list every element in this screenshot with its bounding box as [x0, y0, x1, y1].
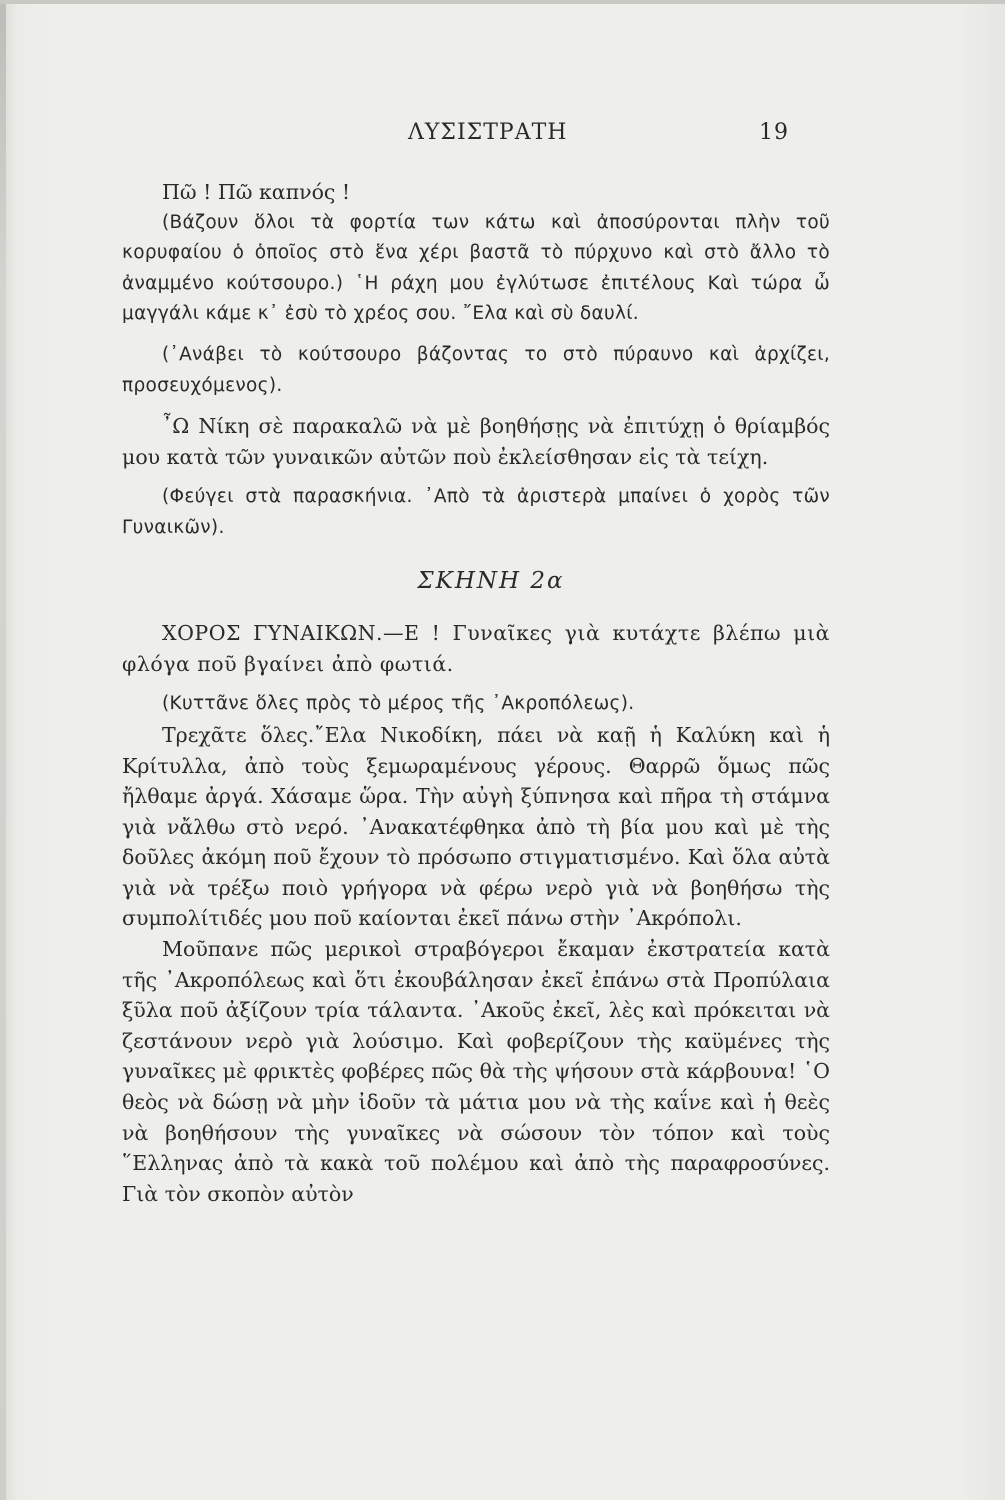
page-body	[122, 177, 830, 1209]
page-number: 19	[759, 120, 789, 145]
stage-direction: (Φεύγει στὰ παρασκήνια. ᾽Απὸ τὰ ἀριστερὰ μπαίνει ὁ χορὸς τῶν Γυναικῶν).	[122, 486, 830, 538]
stage-direction: (Βάζουν ὅλοι τὰ φορτία των κάτω καὶ ἀποσύρονται πλὴν τοῦ κορυφαίου ὁ ὁποῖος στὸ ἕνα χέρι βαστᾶ τὸ πύρχυνο καὶ στὸ ἄλλο τὸ ἀναμμένο κούτσουρο.) ῾Η ράχη μου ἐγλύτωσε ἐπιτέλους Καὶ τώρα ὦ μαγγάλι κάμε κ᾽ ἐσὺ τὸ χρέος σου. ῎Ελα καὶ σὺ δαυλί.	[122, 211, 830, 325]
running-header	[0, 120, 1005, 154]
paragraph: Τρεχᾶτε ὅλες.῎Ελα Νικοδίκη, πάει νὰ καῇ ἡ Καλύκη καὶ ἡ Κρίτυλλα, ἀπὸ τοὺς ξεμωραμένους γέρους. Θαρρῶ ὅμως πῶς ἤλθαμε ἀργά. Χάσαμε ὥρα. Τὴν αὐγὴ ξύπνησα καὶ πῆρα τὴ στάμνα γιὰ νἄλθω στὸ νερό. ᾽Ανακατέφθηκα ἀπὸ τὴ βία μου καὶ μὲ τὴς δοῦλες ἀκόμη ποῦ ἔχουν τὸ πρόσωπο στιγματισμένο. Καὶ ὅλα αὐτὰ γιὰ νὰ τρέξω ποιὸ γρήγορα νὰ φέρω νερὸ γιὰ νὰ βοηθήσω τὴς συμπολίτιδές μου ποῦ καίονται ἐκεῖ πάνω στὴν ᾽Ακρόπολι.	[122, 722, 830, 931]
paragraph: ῏Ω Νίκη σὲ παρακαλῶ νὰ μὲ βοηθήσῃς νὰ ἐπιτύχῃ ὁ θρίαμβός μου κατὰ τῶν γυναικῶν αὐτῶν ποὺ ἐκλείσθησαν εἰς τὰ τείχη.	[122, 414, 830, 469]
paragraph: Πῶ ! Πῶ καπνός !	[162, 180, 351, 204]
spacer	[122, 679, 830, 689]
spacer	[122, 401, 830, 411]
scene-heading: ΣΚΗΝΗ 2α	[417, 567, 565, 594]
stage-direction: (᾽Ανάβει τὸ κούτσουρο βάζοντας το στὸ πύραυνο καὶ ἀρχίζει, προσευχόμενος).	[122, 343, 830, 396]
running-title: ΛΥΣΙΣΤΡΑΤΗ	[408, 120, 568, 145]
chorus-line: ΧΟΡΟΣ ΓΥΝΑΙΚΩΝ.—Ε ! Γυναῖκες γιὰ κυτάχτε βλέπω μιὰ φλόγα ποῦ βγαίνει ἀπὸ φωτιά.	[122, 621, 830, 676]
spacer	[122, 472, 830, 482]
page-edge-shadow	[0, 0, 6, 1500]
paragraph: Μοῦπανε πῶς μερικοὶ στραβόγεροι ἔκαμαν ἐκστρατεία κατὰ τῆς ᾽Ακροπόλεως καὶ ὅτι ἐκουβάλησαν ἐκεῖ ἐπάνω στὰ Προπύλαια ξῦλα ποῦ ἀξίζουν τρία τάλαντα. ᾽Ακοῦς ἐκεῖ, λὲς καὶ πρόκειται νὰ ζεστάνουν νερὸ γιὰ λούσιμο. Καὶ φοβερίζουν τὴς καϋμένες τὴς γυναῖκες μὲ φρικτὲς φοβέρες πῶς θὰ τὴς ψήσουν στὰ κάρβουνα! ῾Ο θεὸς νὰ δώσῃ νὰ μὴν ἰδοῦν τὰ μάτια μου νὰ τὴς καΐνε καὶ ἡ θεὲς νὰ βοηθήσουν τὴς γυναῖκες νὰ σώσουν τὸν τόπον καὶ τοὺς ῞Ελληνας ἀπὸ τὰ κακὰ τοῦ πολέμου καὶ ἀπὸ τὴς παραφροσύνες. Γιὰ τὸν σκοπὸν αὐτὸν	[122, 937, 830, 1206]
spacer	[122, 330, 830, 340]
page-top-edge	[0, 0, 1005, 4]
stage-direction: (Κυττᾶνε ὅλες πρὸς τὸ μέρος τῆς ᾽Ακροπόλεως).	[162, 693, 635, 715]
